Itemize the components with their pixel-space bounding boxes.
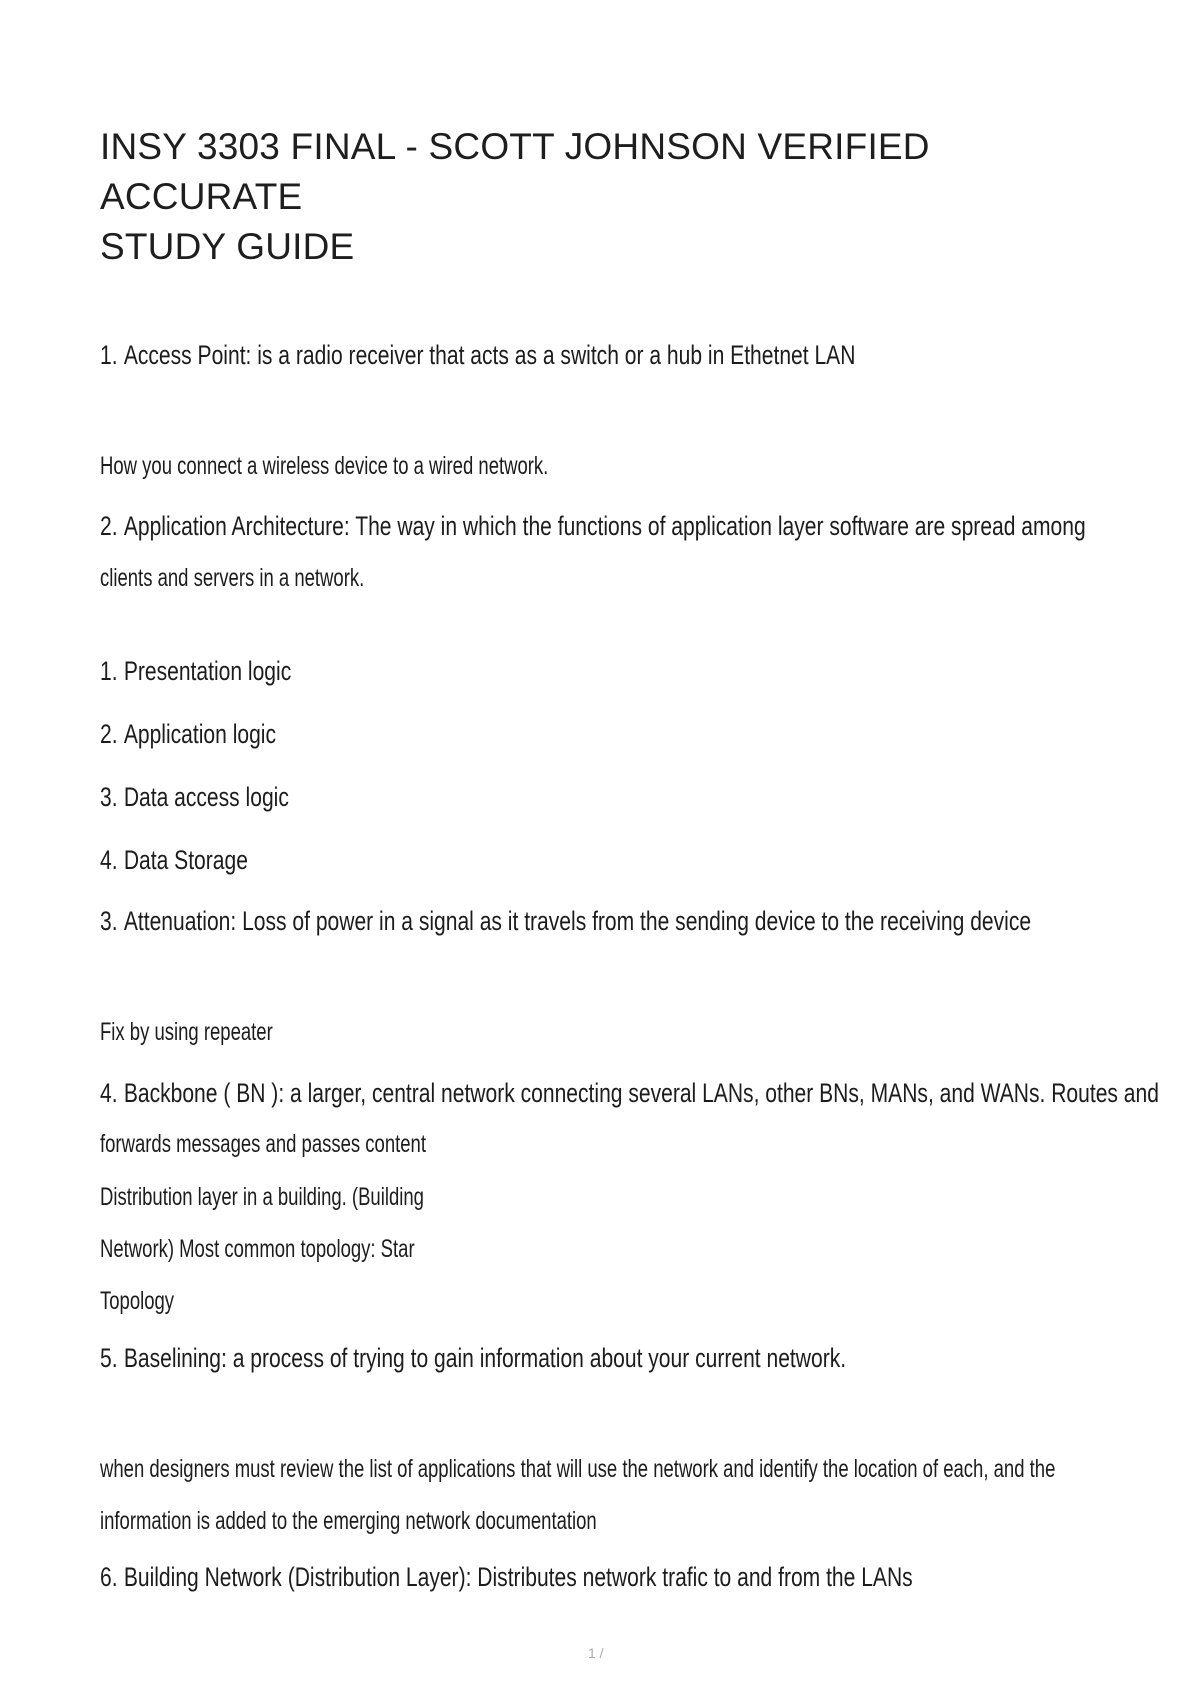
sub-list-item (100, 656, 291, 687)
item-number: 4. (100, 845, 118, 875)
item-number: 3. (100, 906, 118, 936)
item-text: Backbone ( BN ): a larger, central network connecting several LANs, other BNs, MANs, and WANs. Routes and (123, 1078, 1159, 1108)
paragraph (100, 1018, 273, 1047)
item-number: 4. (100, 1078, 118, 1108)
item-number: 3. (100, 782, 118, 812)
list-item-building-network (100, 1562, 913, 1593)
item-text: Data access logic (123, 782, 289, 812)
list-item-attenuation (100, 906, 1031, 937)
list-item-backbone (100, 1078, 1159, 1109)
item-text: Presentation logic (123, 656, 292, 686)
paragraph (100, 564, 364, 593)
item-text: Building Network (Distribution Layer): Distributes network trafic to and from the LANs (123, 1562, 913, 1592)
paragraph (100, 1183, 424, 1212)
paragraph (100, 1235, 415, 1264)
title-line-1: INSY 3303 FINAL - SCOTT JOHNSON VERIFIED ACCURATE (100, 126, 930, 217)
document-title (100, 122, 1120, 272)
item-number: 2. (100, 511, 118, 541)
page-number: 1 / (588, 1645, 604, 1661)
item-text: Baselining: a process of trying to gain information about your current network. (123, 1343, 847, 1373)
paragraph (100, 452, 548, 481)
paragraph-text: Distribution layer in a building. (Building (100, 1183, 424, 1211)
item-text: Data Storage (123, 845, 248, 875)
item-text: Application Architecture: The way in which the functions of application layer software are spread among (123, 511, 1086, 541)
sub-list-item (100, 719, 276, 750)
paragraph-text: information is added to the emerging network documentation (100, 1507, 597, 1535)
paragraph-text: How you connect a wireless device to a wired network. (100, 452, 549, 480)
paragraph-text: Topology (100, 1287, 175, 1315)
paragraph (100, 1455, 1055, 1484)
item-number: 1. (100, 340, 118, 370)
sub-list-item (100, 845, 248, 876)
paragraph-text: Network) Most common topology: Star (100, 1235, 415, 1263)
paragraph (100, 1130, 426, 1159)
paragraph-text: Fix by using repeater (100, 1018, 273, 1046)
list-item-access-point (100, 340, 855, 371)
item-text: Attenuation: Loss of power in a signal as it travels from the sending device to the receiving device (123, 906, 1032, 936)
list-item-application-architecture (100, 511, 1086, 542)
paragraph-text: when designers must review the list of applications that will use the network and identify the location of each, and the (100, 1455, 1056, 1483)
title-line-2: STUDY GUIDE (100, 226, 355, 267)
list-item-baselining (100, 1343, 846, 1374)
item-text: Application logic (123, 719, 277, 749)
item-number: 5. (100, 1343, 118, 1373)
item-number: 1. (100, 656, 118, 686)
paragraph-text: forwards messages and passes content (100, 1130, 426, 1158)
paragraph (100, 1287, 174, 1316)
paragraph (100, 1507, 597, 1536)
item-text: Access Point: is a radio receiver that acts as a switch or a hub in Ethetnet LAN (123, 340, 856, 370)
item-number: 2. (100, 719, 118, 749)
sub-list-item (100, 782, 289, 813)
item-number: 6. (100, 1562, 118, 1592)
paragraph-text: clients and servers in a network. (100, 564, 365, 592)
